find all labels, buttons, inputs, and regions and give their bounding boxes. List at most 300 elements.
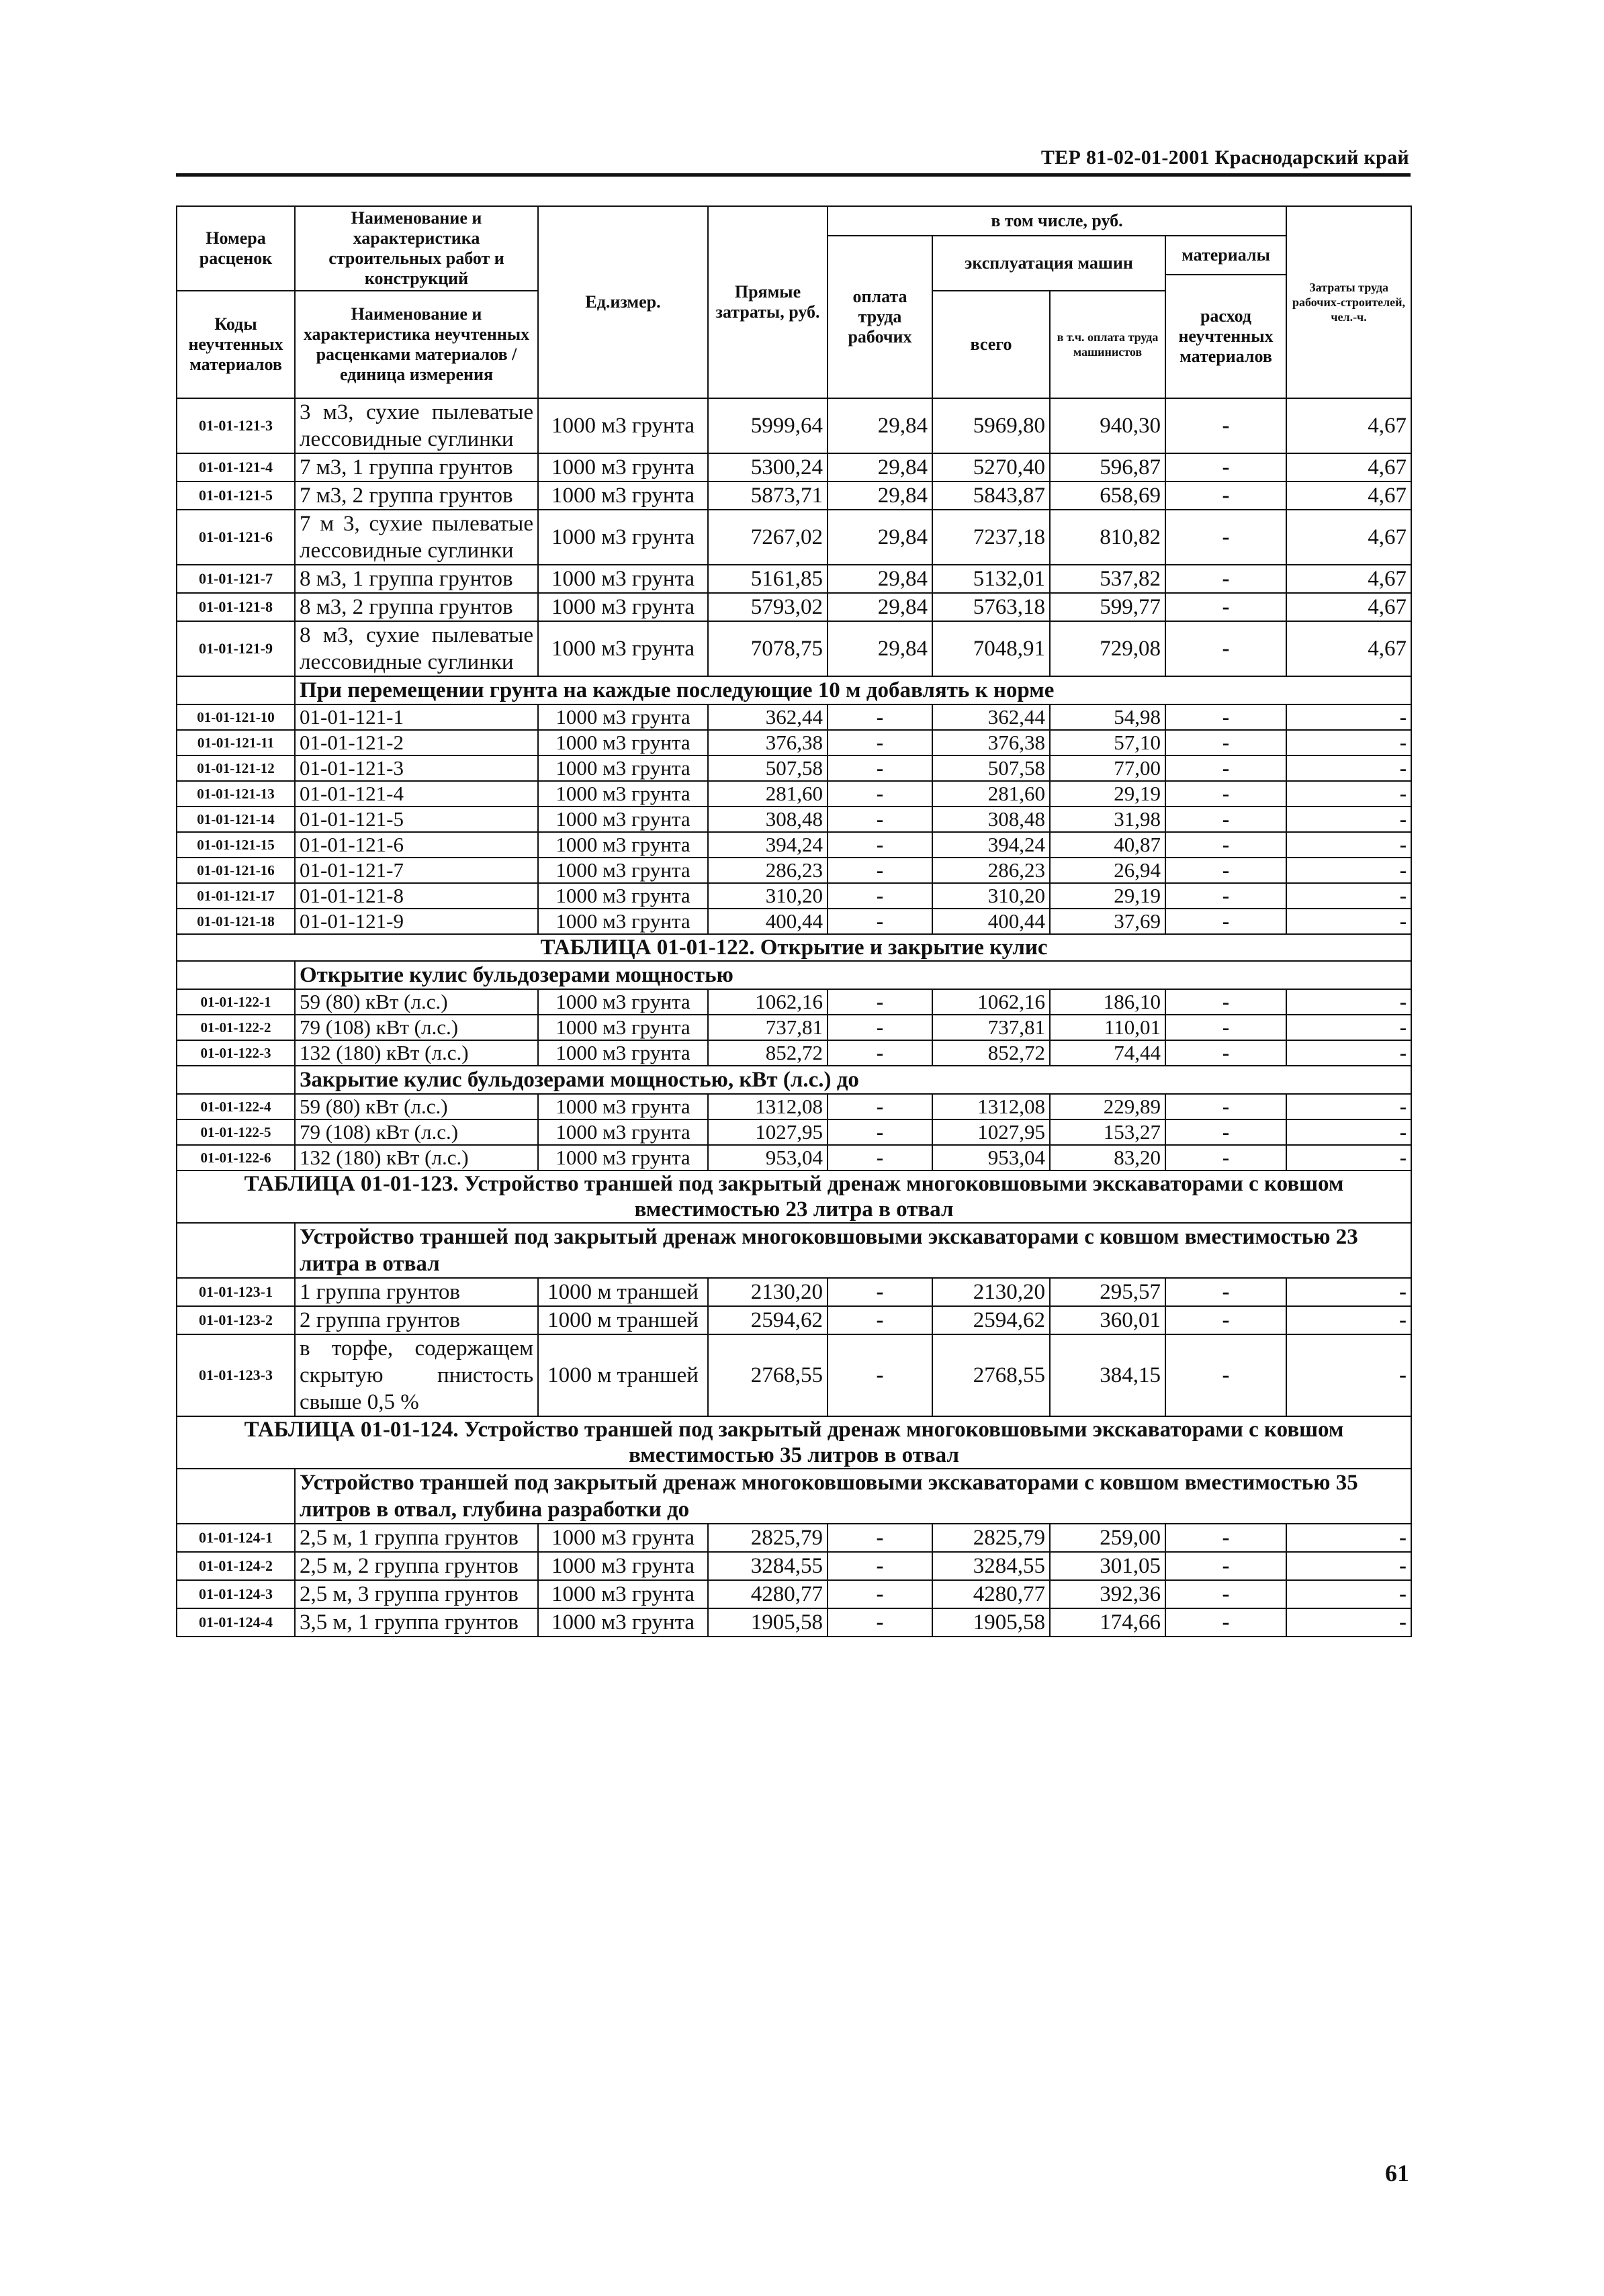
row-wages: -	[828, 832, 932, 858]
table-row	[177, 832, 1411, 858]
row-materials-usage: -	[1165, 1040, 1286, 1066]
row-direct-costs: 376,38	[708, 730, 828, 755]
row-direct-costs: 7078,75	[708, 621, 828, 676]
col-labor-header: Затраты труда рабочих-строителей, чел.-ч.	[1286, 206, 1411, 398]
row-machines-total: 1027,95	[932, 1119, 1050, 1145]
row-unit: 1000 м3 грунта	[538, 1524, 708, 1552]
row-machines-wages: 295,57	[1050, 1278, 1165, 1306]
row-code: 01-01-121-18	[177, 909, 295, 934]
row-materials-usage: -	[1165, 1580, 1286, 1608]
row-labor: -	[1286, 755, 1411, 781]
col-machines-header: эксплуатация машин	[932, 236, 1165, 291]
col-unit-header: Ед.измер.	[538, 206, 708, 398]
row-code: 01-01-124-2	[177, 1552, 295, 1580]
row-wages: -	[828, 1119, 932, 1145]
row-unit: 1000 м3 грунта	[538, 704, 708, 730]
row-direct-costs: 286,23	[708, 858, 828, 883]
row-direct-costs: 5873,71	[708, 481, 828, 510]
row-code: 01-01-122-6	[177, 1145, 295, 1170]
row-name: 01-01-121-4	[295, 781, 538, 807]
row-code: 01-01-121-17	[177, 883, 295, 909]
row-name: 59 (80) кВт (л.с.)	[295, 1094, 538, 1119]
table-row	[177, 1580, 1411, 1608]
row-code: 01-01-121-5	[177, 481, 295, 510]
row-direct-costs: 1905,58	[708, 1608, 828, 1637]
col-row-code-header: Номера расценок	[177, 206, 295, 291]
row-machines-total: 4280,77	[932, 1580, 1050, 1608]
row-wages: 29,84	[828, 565, 932, 593]
row-wages: 29,84	[828, 398, 932, 453]
row-machines-wages: 186,10	[1050, 989, 1165, 1015]
row-code: 01-01-122-2	[177, 1015, 295, 1040]
row-unit: 1000 м3 грунта	[538, 1040, 708, 1066]
table-row	[177, 1306, 1411, 1334]
row-wages: -	[828, 781, 932, 807]
row-materials-usage: -	[1165, 832, 1286, 858]
row-materials-usage: -	[1165, 510, 1286, 565]
row-materials-usage: -	[1165, 807, 1286, 832]
row-machines-wages: 153,27	[1050, 1119, 1165, 1145]
row-labor: -	[1286, 1306, 1411, 1334]
row-name: 3 м3, сухие пылеватые лессовидные суглинки	[295, 398, 538, 453]
row-name: 2,5 м, 1 группа грунтов	[295, 1524, 538, 1552]
row-name: 8 м3, 2 группа грунтов	[295, 593, 538, 621]
row-direct-costs: 2594,62	[708, 1306, 828, 1334]
row-direct-costs: 5999,64	[708, 398, 828, 453]
row-machines-wages: 940,30	[1050, 398, 1165, 453]
row-machines-total: 1905,58	[932, 1608, 1050, 1637]
row-machines-wages: 77,00	[1050, 755, 1165, 781]
row-labor: -	[1286, 730, 1411, 755]
row-materials-usage: -	[1165, 1552, 1286, 1580]
row-name: 79 (108) кВт (л.с.)	[295, 1015, 538, 1040]
row-labor: 4,67	[1286, 593, 1411, 621]
table-row	[177, 1015, 1411, 1040]
row-machines-wages: 392,36	[1050, 1580, 1165, 1608]
col-direct-costs-header: Прямые затраты, руб.	[708, 206, 828, 398]
row-wages: -	[828, 1552, 932, 1580]
col-wages-header: оплата труда рабочих	[828, 236, 932, 398]
section-text: Устройство траншей под закрытый дренаж многоковшовыми экскаваторами с ковшом вместимостью 23 литра в отвал	[295, 1223, 1411, 1278]
row-code: 01-01-122-1	[177, 989, 295, 1015]
row-direct-costs: 5300,24	[708, 453, 828, 481]
row-machines-total: 737,81	[932, 1015, 1050, 1040]
empty-code-cell	[177, 961, 295, 989]
row-labor: -	[1286, 1119, 1411, 1145]
row-materials-usage: -	[1165, 730, 1286, 755]
row-name: 01-01-121-7	[295, 858, 538, 883]
row-code: 01-01-121-16	[177, 858, 295, 883]
row-unit: 1000 м траншей	[538, 1306, 708, 1334]
row-materials-usage: -	[1165, 1094, 1286, 1119]
row-name: 2,5 м, 3 группа грунтов	[295, 1580, 538, 1608]
row-labor: -	[1286, 1608, 1411, 1637]
row-machines-total: 507,58	[932, 755, 1050, 781]
row-machines-wages: 537,82	[1050, 565, 1165, 593]
row-direct-costs: 507,58	[708, 755, 828, 781]
table-row	[177, 1119, 1411, 1145]
table-row	[177, 883, 1411, 909]
row-direct-costs: 4280,77	[708, 1580, 828, 1608]
row-machines-wages: 29,19	[1050, 781, 1165, 807]
table-row	[177, 781, 1411, 807]
empty-code-cell	[177, 1469, 295, 1524]
row-labor: -	[1286, 1145, 1411, 1170]
row-machines-wages: 596,87	[1050, 453, 1165, 481]
row-unit: 1000 м3 грунта	[538, 807, 708, 832]
row-machines-total: 362,44	[932, 704, 1050, 730]
row-wages: -	[828, 1278, 932, 1306]
col-materials-header: материалы	[1165, 236, 1286, 275]
row-code: 01-01-121-8	[177, 593, 295, 621]
row-machines-total: 953,04	[932, 1145, 1050, 1170]
row-unit: 1000 м3 грунта	[538, 481, 708, 510]
row-wages: 29,84	[828, 621, 932, 676]
row-code: 01-01-121-11	[177, 730, 295, 755]
row-name: 59 (80) кВт (л.с.)	[295, 989, 538, 1015]
table-row	[177, 858, 1411, 883]
row-direct-costs: 2825,79	[708, 1524, 828, 1552]
table-row	[177, 807, 1411, 832]
row-name: 7 м3, 1 группа грунтов	[295, 453, 538, 481]
table-row	[177, 510, 1411, 565]
row-wages: -	[828, 1334, 932, 1416]
row-machines-total: 7237,18	[932, 510, 1050, 565]
row-unit: 1000 м3 грунта	[538, 453, 708, 481]
row-machines-total: 5843,87	[932, 481, 1050, 510]
row-name: 01-01-121-1	[295, 704, 538, 730]
row-machines-total: 2594,62	[932, 1306, 1050, 1334]
row-labor: -	[1286, 1552, 1411, 1580]
row-machines-wages: 31,98	[1050, 807, 1165, 832]
row-materials-usage: -	[1165, 593, 1286, 621]
section-row	[177, 1223, 1411, 1278]
row-direct-costs: 281,60	[708, 781, 828, 807]
row-unit: 1000 м3 грунта	[538, 1608, 708, 1637]
row-direct-costs: 1027,95	[708, 1119, 828, 1145]
row-machines-wages: 384,15	[1050, 1334, 1165, 1416]
row-unit: 1000 м3 грунта	[538, 1552, 708, 1580]
row-code: 01-01-122-3	[177, 1040, 295, 1066]
table-title: ТАБЛИЦА 01-01-122. Открытие и закрытие кулис	[177, 934, 1411, 961]
table-row	[177, 1552, 1411, 1580]
row-code: 01-01-124-3	[177, 1580, 295, 1608]
row-machines-wages: 301,05	[1050, 1552, 1165, 1580]
row-wages: -	[828, 755, 932, 781]
table-row	[177, 909, 1411, 934]
row-name: в торфе, содержащем скрытую пнистость свыше 0,5 %	[295, 1334, 538, 1416]
row-name: 79 (108) кВт (л.с.)	[295, 1119, 538, 1145]
row-machines-total: 394,24	[932, 832, 1050, 858]
row-labor: -	[1286, 858, 1411, 883]
row-machines-total: 376,38	[932, 730, 1050, 755]
table-title-row	[177, 1170, 1411, 1223]
row-machines-wages: 40,87	[1050, 832, 1165, 858]
row-unit: 1000 м3 грунта	[538, 1580, 708, 1608]
empty-code-cell	[177, 676, 295, 704]
row-labor: 4,67	[1286, 510, 1411, 565]
row-code: 01-01-122-5	[177, 1119, 295, 1145]
row-machines-total: 286,23	[932, 858, 1050, 883]
table-row	[177, 1278, 1411, 1306]
col-materials-usage-header: расход неучтенных материалов	[1165, 275, 1286, 398]
row-materials-usage: -	[1165, 909, 1286, 934]
row-materials-usage: -	[1165, 398, 1286, 453]
col-material-name-header: Наименование и характеристика неучтенных расценками материалов / единица измерения	[295, 291, 538, 398]
row-machines-total: 5132,01	[932, 565, 1050, 593]
row-machines-total: 5270,40	[932, 453, 1050, 481]
row-materials-usage: -	[1165, 1119, 1286, 1145]
row-direct-costs: 5161,85	[708, 565, 828, 593]
empty-code-cell	[177, 1066, 295, 1094]
row-code: 01-01-121-6	[177, 510, 295, 565]
row-machines-total: 2130,20	[932, 1278, 1050, 1306]
row-name: 2 группа грунтов	[295, 1306, 538, 1334]
row-code: 01-01-121-13	[177, 781, 295, 807]
row-labor: -	[1286, 1524, 1411, 1552]
row-materials-usage: -	[1165, 621, 1286, 676]
row-wages: -	[828, 1608, 932, 1637]
table-body	[177, 398, 1411, 1637]
row-code: 01-01-122-4	[177, 1094, 295, 1119]
row-labor: -	[1286, 832, 1411, 858]
rates-table	[176, 205, 1412, 1637]
row-direct-costs: 362,44	[708, 704, 828, 730]
row-labor: -	[1286, 704, 1411, 730]
row-wages: -	[828, 989, 932, 1015]
row-machines-wages: 658,69	[1050, 481, 1165, 510]
row-materials-usage: -	[1165, 1334, 1286, 1416]
row-wages: -	[828, 1094, 932, 1119]
row-code: 01-01-121-15	[177, 832, 295, 858]
table-row	[177, 621, 1411, 676]
row-unit: 1000 м3 грунта	[538, 565, 708, 593]
row-machines-total: 852,72	[932, 1040, 1050, 1066]
row-unit: 1000 м3 грунта	[538, 883, 708, 909]
row-machines-wages: 729,08	[1050, 621, 1165, 676]
empty-code-cell	[177, 1223, 295, 1278]
row-code: 01-01-124-4	[177, 1608, 295, 1637]
row-name: 7 м 3, сухие пылеватые лессовидные суглинки	[295, 510, 538, 565]
row-materials-usage: -	[1165, 858, 1286, 883]
row-machines-wages: 360,01	[1050, 1306, 1165, 1334]
row-code: 01-01-124-1	[177, 1524, 295, 1552]
row-materials-usage: -	[1165, 1524, 1286, 1552]
row-machines-wages: 229,89	[1050, 1094, 1165, 1119]
row-wages: -	[828, 1015, 932, 1040]
row-labor: -	[1286, 1094, 1411, 1119]
row-unit: 1000 м3 грунта	[538, 730, 708, 755]
table-title-row	[177, 1416, 1411, 1469]
row-direct-costs: 737,81	[708, 1015, 828, 1040]
table-row	[177, 755, 1411, 781]
row-code: 01-01-123-3	[177, 1334, 295, 1416]
row-materials-usage: -	[1165, 481, 1286, 510]
row-labor: 4,67	[1286, 453, 1411, 481]
row-wages: -	[828, 1145, 932, 1170]
row-machines-wages: 54,98	[1050, 704, 1165, 730]
row-unit: 1000 м траншей	[538, 1334, 708, 1416]
row-wages: -	[828, 1580, 932, 1608]
row-wages: 29,84	[828, 593, 932, 621]
row-labor: 4,67	[1286, 565, 1411, 593]
row-name: 01-01-121-9	[295, 909, 538, 934]
section-text: Устройство траншей под закрытый дренаж многоковшовыми экскаваторами с ковшом вместимостью 35 литров в отвал, глубина разработки до	[295, 1469, 1411, 1524]
row-labor: -	[1286, 781, 1411, 807]
row-name: 1 группа грунтов	[295, 1278, 538, 1306]
row-wages: -	[828, 883, 932, 909]
section-row	[177, 1469, 1411, 1524]
row-machines-wages: 29,19	[1050, 883, 1165, 909]
table-row	[177, 704, 1411, 730]
row-machines-wages: 57,10	[1050, 730, 1165, 755]
row-machines-wages: 174,66	[1050, 1608, 1165, 1637]
row-unit: 1000 м3 грунта	[538, 1094, 708, 1119]
table-row	[177, 1094, 1411, 1119]
row-unit: 1000 м3 грунта	[538, 755, 708, 781]
header-rule	[176, 173, 1411, 177]
row-direct-costs: 7267,02	[708, 510, 828, 565]
row-labor: -	[1286, 1015, 1411, 1040]
row-code: 01-01-121-9	[177, 621, 295, 676]
section-text: Открытие кулис бульдозерами мощностью	[295, 961, 1411, 989]
row-name: 01-01-121-8	[295, 883, 538, 909]
row-wages: -	[828, 909, 932, 934]
row-machines-wages: 83,20	[1050, 1145, 1165, 1170]
row-unit: 1000 м3 грунта	[538, 510, 708, 565]
table-row	[177, 453, 1411, 481]
row-machines-wages: 26,94	[1050, 858, 1165, 883]
row-wages: 29,84	[828, 510, 932, 565]
table-row	[177, 1608, 1411, 1637]
row-labor: -	[1286, 989, 1411, 1015]
row-materials-usage: -	[1165, 565, 1286, 593]
table-row	[177, 1334, 1411, 1416]
row-machines-wages: 810,82	[1050, 510, 1165, 565]
row-code: 01-01-121-3	[177, 398, 295, 453]
row-machines-wages: 599,77	[1050, 593, 1165, 621]
note-text: При перемещении грунта на каждые последующие 10 м добавлять к норме	[295, 676, 1411, 704]
row-name: 01-01-121-5	[295, 807, 538, 832]
row-name: 132 (180) кВт (л.с.)	[295, 1145, 538, 1170]
row-direct-costs: 308,48	[708, 807, 828, 832]
row-labor: -	[1286, 1278, 1411, 1306]
row-name: 132 (180) кВт (л.с.)	[295, 1040, 538, 1066]
row-name: 3,5 м, 1 группа грунтов	[295, 1608, 538, 1637]
note-row	[177, 676, 1411, 704]
row-code: 01-01-121-10	[177, 704, 295, 730]
row-unit: 1000 м3 грунта	[538, 989, 708, 1015]
row-unit: 1000 м3 грунта	[538, 1015, 708, 1040]
row-materials-usage: -	[1165, 1278, 1286, 1306]
row-machines-total: 3284,55	[932, 1552, 1050, 1580]
row-materials-usage: -	[1165, 1015, 1286, 1040]
page-number: 61	[1385, 2160, 1409, 2187]
row-labor: -	[1286, 1580, 1411, 1608]
row-machines-total: 2825,79	[932, 1524, 1050, 1552]
row-code: 01-01-123-1	[177, 1278, 295, 1306]
row-machines-total: 308,48	[932, 807, 1050, 832]
row-materials-usage: -	[1165, 755, 1286, 781]
row-labor: 4,67	[1286, 481, 1411, 510]
table-row	[177, 1524, 1411, 1552]
row-name: 8 м3, сухие пылеватые лессовидные суглинки	[295, 621, 538, 676]
row-labor: -	[1286, 1334, 1411, 1416]
row-unit: 1000 м3 грунта	[538, 1119, 708, 1145]
running-header: ТЕР 81-02-01-2001 Краснодарский край	[1040, 146, 1409, 169]
row-code: 01-01-121-12	[177, 755, 295, 781]
row-unit: 1000 м3 грунта	[538, 909, 708, 934]
row-materials-usage: -	[1165, 704, 1286, 730]
row-labor: -	[1286, 807, 1411, 832]
section-row	[177, 1066, 1411, 1094]
row-machines-total: 5763,18	[932, 593, 1050, 621]
row-name: 2,5 м, 2 группа грунтов	[295, 1552, 538, 1580]
row-labor: -	[1286, 909, 1411, 934]
row-wages: -	[828, 1040, 932, 1066]
row-unit: 1000 м3 грунта	[538, 621, 708, 676]
row-unit: 1000 м3 грунта	[538, 593, 708, 621]
row-direct-costs: 1062,16	[708, 989, 828, 1015]
row-direct-costs: 2768,55	[708, 1334, 828, 1416]
row-name: 01-01-121-2	[295, 730, 538, 755]
row-wages: -	[828, 858, 932, 883]
row-wages: -	[828, 1306, 932, 1334]
row-name: 01-01-121-6	[295, 832, 538, 858]
row-wages: 29,84	[828, 453, 932, 481]
row-code: 01-01-121-4	[177, 453, 295, 481]
row-materials-usage: -	[1165, 1306, 1286, 1334]
row-materials-usage: -	[1165, 1608, 1286, 1637]
row-machines-total: 2768,55	[932, 1334, 1050, 1416]
row-wages: -	[828, 807, 932, 832]
table-title: ТАБЛИЦА 01-01-123. Устройство траншей под закрытый дренаж многоковшовыми экскаваторами с ковшом вместимостью 23 литра в отвал	[177, 1170, 1411, 1223]
row-machines-total: 1312,08	[932, 1094, 1050, 1119]
row-labor: -	[1286, 883, 1411, 909]
row-direct-costs: 394,24	[708, 832, 828, 858]
row-machines-total: 1062,16	[932, 989, 1050, 1015]
row-unit: 1000 м траншей	[538, 1278, 708, 1306]
row-code: 01-01-121-7	[177, 565, 295, 593]
row-materials-usage: -	[1165, 781, 1286, 807]
col-machines-wages-header: в т.ч. оплата труда машинистов	[1050, 291, 1165, 398]
table-row	[177, 989, 1411, 1015]
row-wages: 29,84	[828, 481, 932, 510]
row-unit: 1000 м3 грунта	[538, 1145, 708, 1170]
section-row	[177, 961, 1411, 989]
row-name: 8 м3, 1 группа грунтов	[295, 565, 538, 593]
row-materials-usage: -	[1165, 989, 1286, 1015]
row-direct-costs: 310,20	[708, 883, 828, 909]
row-direct-costs: 5793,02	[708, 593, 828, 621]
row-unit: 1000 м3 грунта	[538, 858, 708, 883]
row-labor: -	[1286, 1040, 1411, 1066]
table-row	[177, 593, 1411, 621]
row-machines-wages: 110,01	[1050, 1015, 1165, 1040]
row-name: 01-01-121-3	[295, 755, 538, 781]
row-unit: 1000 м3 грунта	[538, 781, 708, 807]
col-material-code-header: Коды неучтенных материалов	[177, 291, 295, 398]
col-work-name-header: Наименование и характеристика строительных работ и конструкций	[295, 206, 538, 291]
row-unit: 1000 м3 грунта	[538, 398, 708, 453]
row-machines-wages: 259,00	[1050, 1524, 1165, 1552]
row-materials-usage: -	[1165, 883, 1286, 909]
row-machines-wages: 37,69	[1050, 909, 1165, 934]
table-row	[177, 481, 1411, 510]
row-labor: 4,67	[1286, 398, 1411, 453]
row-machines-total: 281,60	[932, 781, 1050, 807]
table-row	[177, 565, 1411, 593]
